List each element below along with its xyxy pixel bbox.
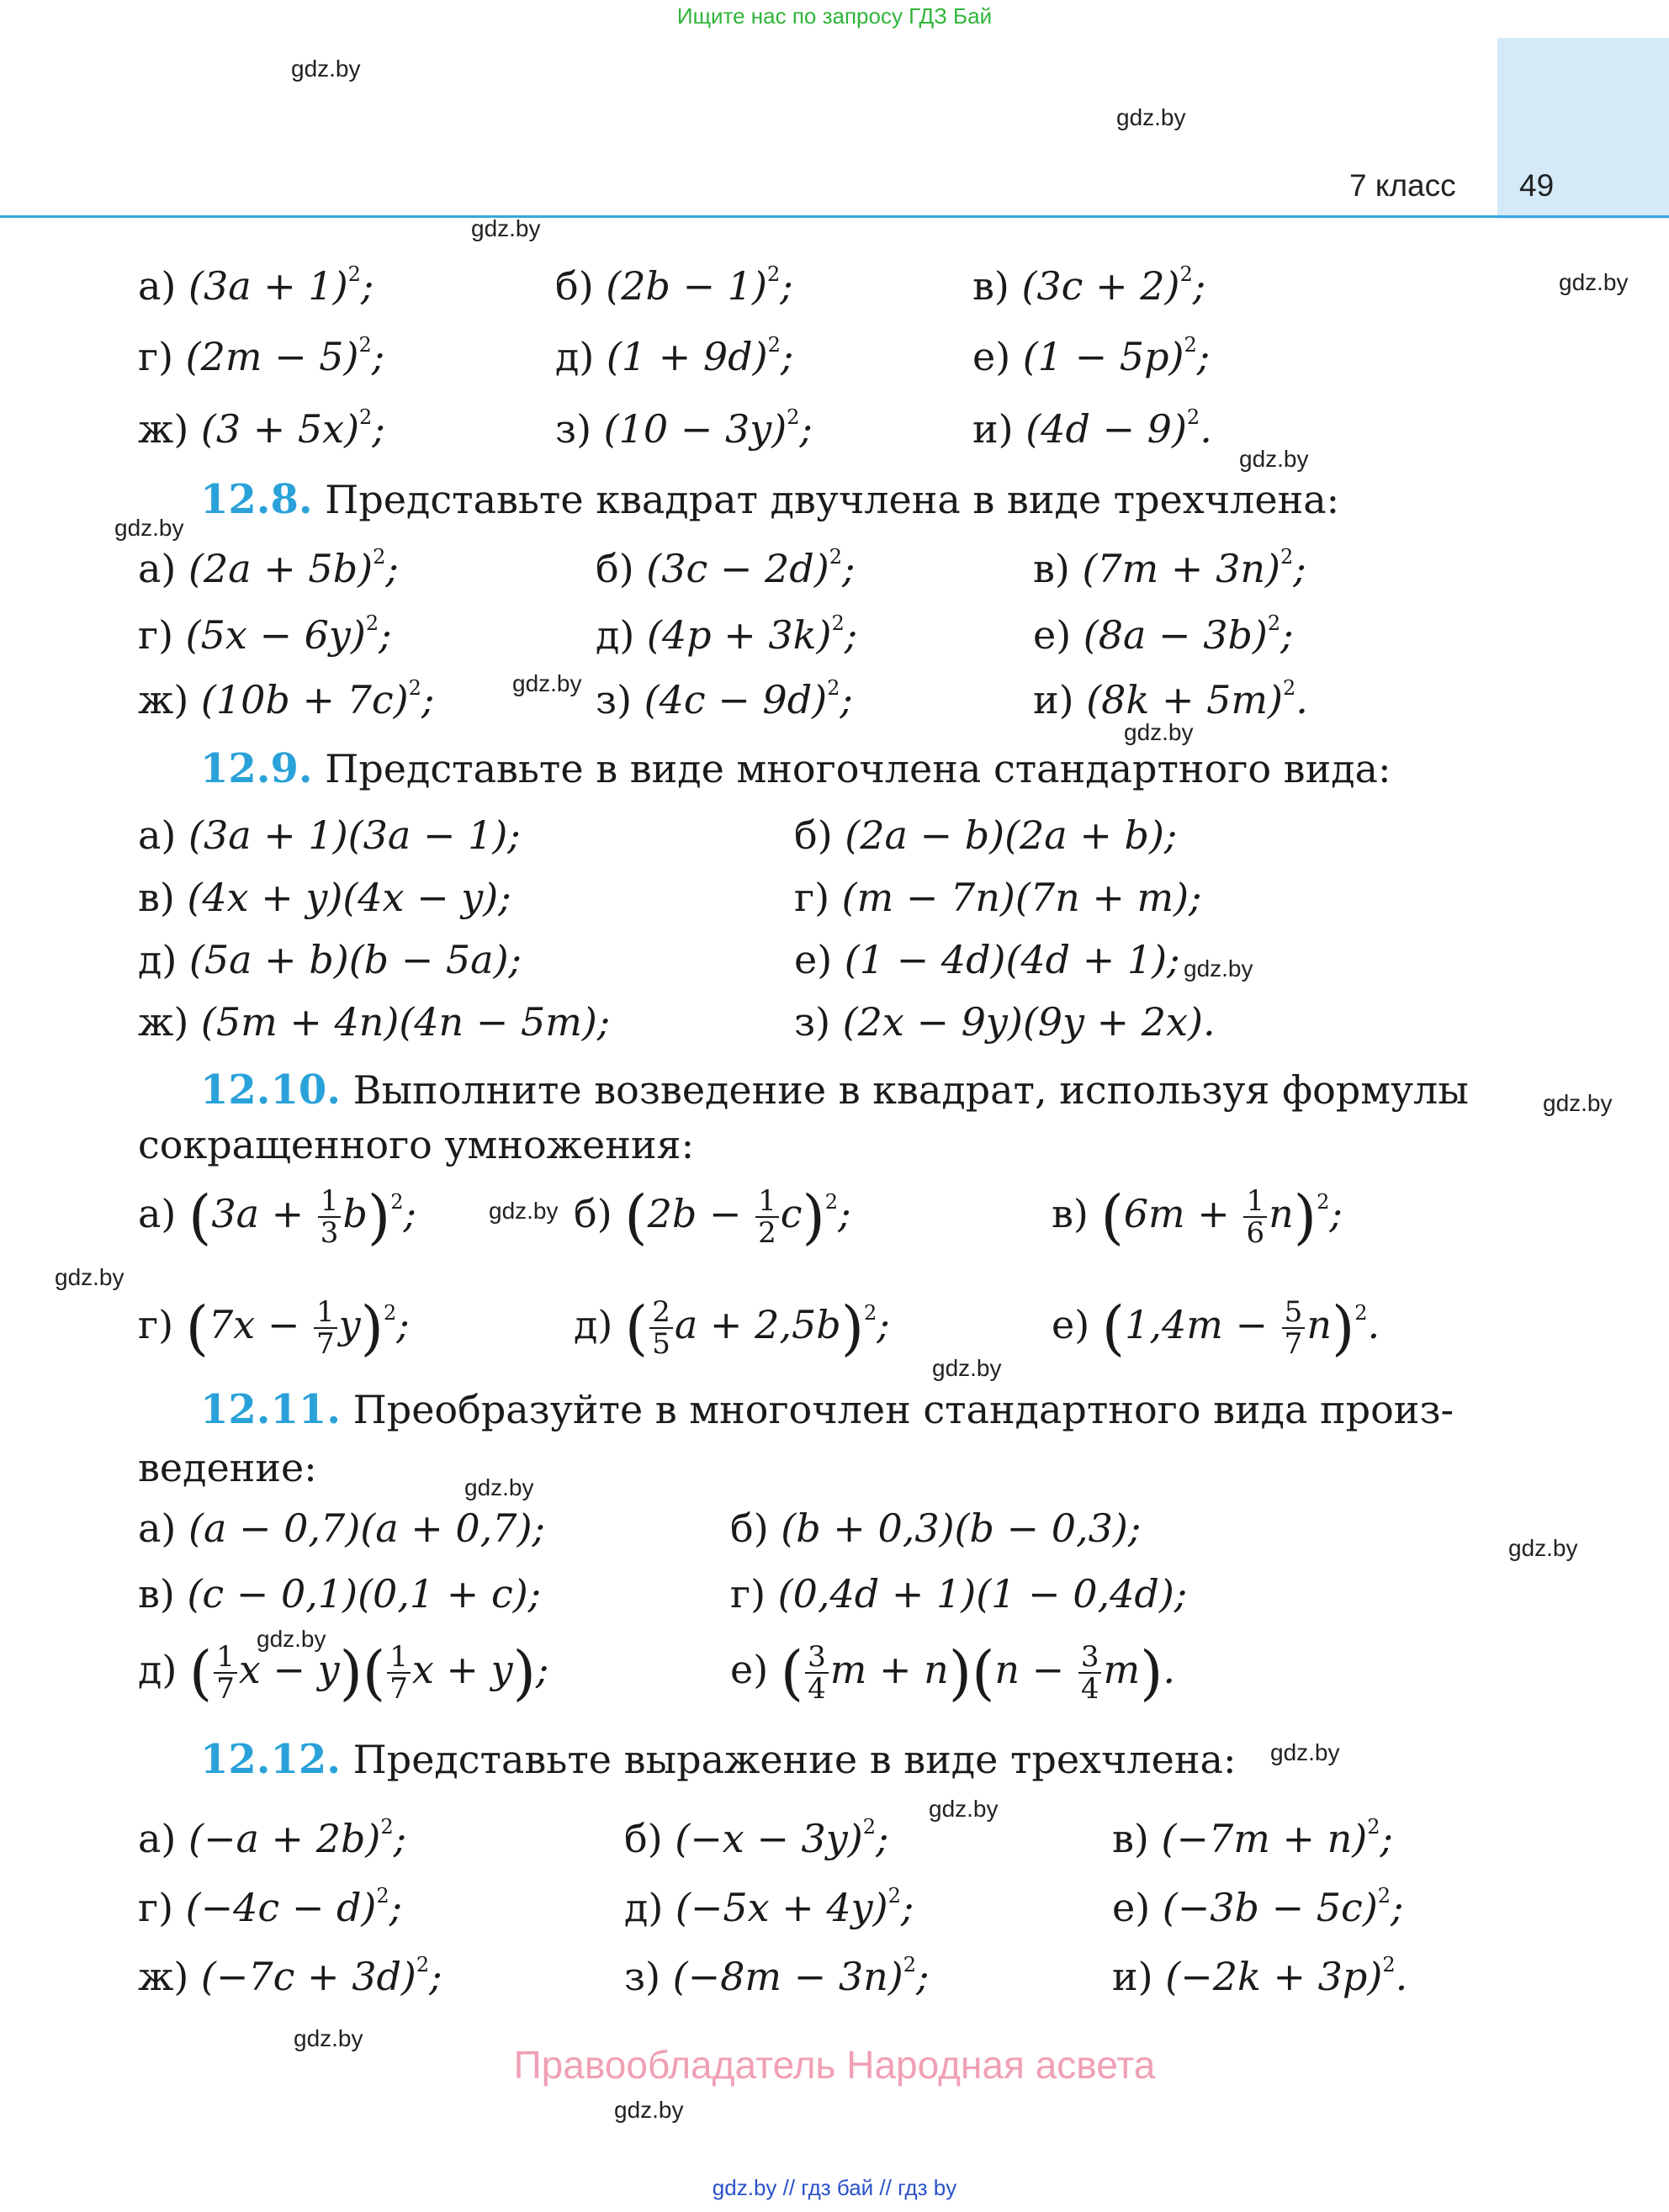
expr-item: в) $(3c + 2)^2$; — [972, 262, 1206, 309]
exercise-12-10-text: сокращенного умножения: — [138, 1122, 695, 1167]
watermark: gdz.by — [471, 215, 541, 241]
watermark: gdz.by — [464, 1474, 534, 1500]
expr-item: з) $(-8m - 3n)^2$; — [624, 1953, 930, 1999]
watermark: gdz.by — [1559, 269, 1629, 295]
expr-item: е) ( $\frac{3}{4}$ m + n)(n − $\frac{3}{4}$ m). — [730, 1638, 1176, 1707]
watermark: gdz.by — [1508, 1535, 1578, 1561]
page-number: 49 — [1519, 168, 1555, 203]
watermark: gdz.by — [489, 1198, 559, 1224]
expr-item: г) $(-4c - d)^2$; — [138, 1884, 403, 1930]
watermark: gdz.by — [1270, 1739, 1340, 1765]
expr-item: з) $(10 - 3y)^2$; — [555, 405, 813, 452]
expr-item: е) $(1 - 5p)^2$; — [972, 333, 1211, 379]
watermark: gdz.by — [1239, 446, 1309, 472]
expr-item: д) ( $\frac{2}{5}$ a + 2,5b)$^2$; — [574, 1294, 890, 1363]
expr-item: и) $(4d - 9)^2$. — [972, 405, 1212, 452]
expr-item: и) $(-2k + 3p)^2$. — [1112, 1953, 1408, 1999]
expr-item: б) (2a − b)(2a + b); — [794, 812, 1178, 858]
expr-item: г) (m − 7n)(7n + m); — [794, 875, 1202, 920]
expr-item: ж) $(-7c + 3d)^2$; — [138, 1953, 442, 1999]
watermark: gdz.by — [512, 670, 582, 696]
bottom-links[interactable]: gdz.by // гдз бай // гдз by — [712, 2175, 957, 2200]
top-banner[interactable]: Ищите нас по запросу ГДЗ Бай — [676, 3, 993, 29]
expr-item: ж) $(3 + 5x)^2$; — [138, 405, 385, 452]
watermark: gdz.by — [294, 2025, 363, 2051]
fraction: $\frac{1}{7}$ — [214, 1642, 237, 1704]
expr-item: б) $(2b - 1)^2$; — [555, 262, 793, 309]
exercise-12-8-heading: 12.8. Представьте квадрат двучлена в виде трехчлена: — [200, 476, 1340, 523]
fraction: $\frac{2}{5}$ — [649, 1297, 673, 1359]
expr-item: в) $(-7m + n)^2$; — [1112, 1815, 1393, 1861]
watermark: gdz.by — [257, 1626, 326, 1652]
expr-item: а) (a − 0,7)(a + 0,7); — [138, 1506, 546, 1551]
expr-item: д) $(-5x + 4y)^2$; — [624, 1884, 914, 1930]
expr-item: б) (b + 0,3)(b − 0,3); — [730, 1506, 1142, 1551]
expr-item: ж) $(10b + 7c)^2$; — [138, 676, 435, 722]
watermark: gdz.by — [114, 515, 184, 541]
watermark: gdz.by — [1124, 719, 1194, 745]
exercise-12-12-heading: 12.12. Представьте выражение в виде трехчлена: — [200, 1736, 1237, 1783]
expr-item: е) (1 − 4d)(4d + 1); — [794, 937, 1180, 982]
watermark: gdz.by — [614, 2097, 684, 2123]
expr-item: з) $(4c - 9d)^2$; — [596, 676, 853, 722]
expr-item: е) (1,4m − $\frac{5}{7}$ n)$^2$. — [1052, 1294, 1380, 1363]
watermark: gdz.by — [929, 1796, 999, 1822]
expr-item: е) $(8a - 3b)^2$; — [1033, 611, 1294, 658]
watermark: gdz.by — [1184, 955, 1253, 982]
fraction: $\frac{3}{4}$ — [805, 1642, 829, 1704]
watermark: gdz.by — [932, 1355, 1002, 1381]
watermark: gdz.by — [55, 1264, 125, 1290]
expr-item: в) $(7m + 3n)^2$; — [1033, 545, 1306, 591]
watermark: gdz.by — [1543, 1090, 1613, 1116]
expr-item: в) (4x + y)(4x − y); — [138, 875, 511, 920]
expr-item: г) (7x − $\frac{1}{7}$ y)$^2$; — [138, 1294, 410, 1363]
watermark: gdz.by — [1116, 104, 1186, 130]
expr-item: г) (0,4d + 1)(1 − 0,4d); — [730, 1571, 1188, 1617]
fraction: $\frac{1}{7}$ — [314, 1297, 337, 1359]
grade-label: 7 класс — [1349, 168, 1456, 203]
expr-item: ж) (5m + 4n)(4n − 5m); — [138, 999, 611, 1045]
expr-item: а) (3a + 1)(3a − 1); — [138, 812, 521, 858]
copyright-footer: Правообладатель Народная асвета — [513, 2043, 1156, 2087]
watermark: gdz.by — [291, 56, 361, 82]
expr-item: а) $(2a + 5b)^2$; — [138, 545, 399, 591]
exercise-12-11-text: ведение: — [138, 1445, 317, 1490]
exercise-12-11-heading: 12.11. Преобразуйте в многочлен стандартного вида произ- — [200, 1386, 1454, 1433]
expr-item: д) $(4p + 3k)^2$; — [596, 611, 858, 658]
fraction: $\frac{1}{7}$ — [387, 1642, 411, 1704]
expr-item: а) $(-a + 2b)^2$; — [138, 1815, 407, 1861]
header-rule — [0, 215, 1669, 218]
fraction: $\frac{1}{6}$ — [1243, 1186, 1267, 1248]
expr-item: в) (c − 0,1)(0,1 + c); — [138, 1571, 542, 1617]
expr-item: б) $(-x - 3y)^2$; — [624, 1815, 889, 1861]
expr-item: д) (5a + b)(b − 5a); — [138, 937, 522, 982]
expr-item: з) (2x − 9y)(9y + 2x). — [794, 999, 1216, 1045]
expr-item: в) (6m + $\frac{1}{6}$ n)$^2$; — [1052, 1183, 1343, 1252]
expr-item: а) $(3a + 1)^2$; — [138, 262, 374, 309]
expr-item: д) $(1 + 9d)^2$; — [555, 333, 794, 379]
expr-item: б) (2b − $\frac{1}{2}$ c)$^2$; — [574, 1183, 851, 1252]
expr-item: г) $(5x - 6y)^2$; — [138, 611, 392, 658]
expr-item: б) $(3c - 2d)^2$; — [596, 545, 856, 591]
expr-item: а) (3a + $\frac{1}{3}$ b)$^2$; — [138, 1183, 416, 1252]
fraction: $\frac{5}{7}$ — [1282, 1297, 1306, 1359]
exercise-12-9-heading: 12.9. Представьте в виде многочлена стандартного вида: — [200, 745, 1391, 792]
fraction: $\frac{3}{4}$ — [1078, 1642, 1102, 1704]
fraction: $\frac{1}{3}$ — [318, 1186, 342, 1248]
exercise-12-10-heading: 12.10. Выполните возведение в квадрат, используя формулы — [200, 1066, 1469, 1114]
expr-item: д) ( $\frac{1}{7}$ x − y)( $\frac{1}{7}$ x + y); — [138, 1638, 549, 1707]
fraction: $\frac{1}{2}$ — [755, 1186, 779, 1248]
expr-item: г) $(2m - 5)^2$; — [138, 333, 385, 379]
expr-item: и) $(8k + 5m)^2$. — [1033, 676, 1308, 722]
expr-item: е) $(-3b - 5c)^2$; — [1112, 1884, 1404, 1930]
